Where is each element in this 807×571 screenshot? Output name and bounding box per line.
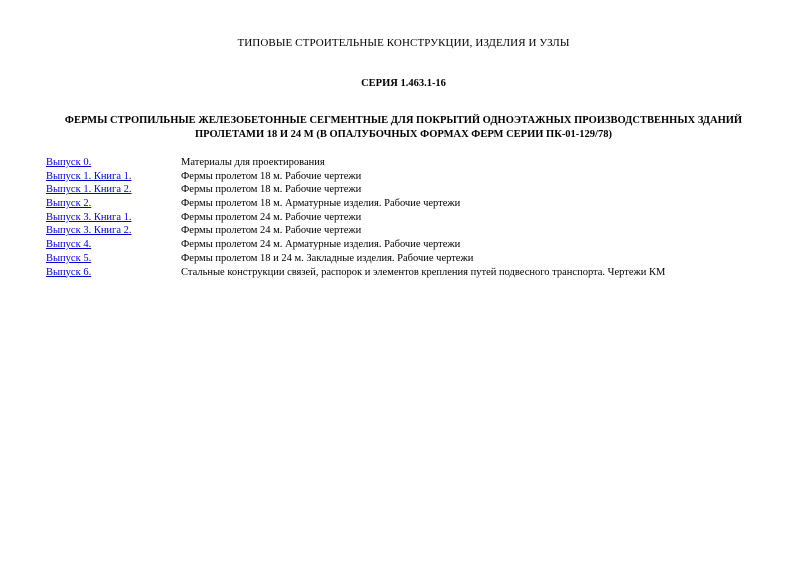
toc-description: Фермы пролетом 18 м. Рабочие чертежи [181, 184, 362, 196]
toc-link-issue-1-book-2[interactable]: Выпуск 1. Книга 2. [46, 184, 132, 196]
toc-row [46, 211, 766, 225]
toc-row [46, 266, 766, 280]
collection-title: ТИПОВЫЕ СТРОИТЕЛЬНЫЕ КОНСТРУКЦИИ, ИЗДЕЛИЯ И УЗЛЫ [237, 37, 570, 49]
toc-description: Фермы пролетом 18 м. Арматурные изделия. Рабочие чертежи [181, 198, 461, 210]
toc-row [46, 170, 766, 184]
document-title-line-1: ФЕРМЫ СТРОПИЛЬНЫЕ ЖЕЛЕЗОБЕТОННЫЕ СЕГМЕНТНЫЕ ДЛЯ ПОКРЫТИЙ ОДНОЭТАЖНЫХ ПРОИЗВОДСТВЕННЫХ ЗДАНИЙ [64, 115, 743, 126]
toc-description: Фермы пролетом 18 м. Рабочие чертежи [181, 170, 362, 182]
toc-link-issue-5[interactable]: Выпуск 5. [46, 252, 92, 264]
toc-row [46, 224, 766, 238]
toc-link-issue-1-book-1[interactable]: Выпуск 1. Книга 1. [46, 170, 132, 182]
toc-link-issue-2[interactable]: Выпуск 2. [46, 198, 92, 210]
document-title-line-2: ПРОЛЕТАМИ 18 И 24 М (В ОПАЛУБОЧНЫХ ФОРМАХ ФЕРМ СЕРИИ ПК-01-129/78) [195, 129, 612, 140]
table-of-contents [46, 156, 766, 279]
toc-link-issue-4[interactable]: Выпуск 4. [46, 239, 92, 251]
toc-link-issue-0[interactable]: Выпуск 0. [46, 157, 92, 168]
toc-description: Фермы пролетом 24 м. Рабочие чертежи [181, 211, 362, 223]
toc-row [46, 156, 766, 170]
series-title: СЕРИЯ 1.463.1-16 [361, 78, 446, 89]
toc-description: Фермы пролетом 18 и 24 м. Закладные изделия. Рабочие чертежи [181, 252, 474, 264]
toc-description: Материалы для проектирования [181, 157, 325, 168]
document-title [30, 114, 777, 142]
toc-row [46, 252, 766, 266]
toc-link-issue-3-book-2[interactable]: Выпуск 3. Книга 2. [46, 225, 132, 237]
toc-link-issue-6[interactable]: Выпуск 6. [46, 266, 92, 278]
toc-row [46, 197, 766, 211]
toc-row [46, 183, 766, 197]
toc-description: Фермы пролетом 24 м. Рабочие чертежи [181, 225, 362, 237]
toc-row [46, 238, 766, 252]
toc-description: Фермы пролетом 24 м. Арматурные изделия. Рабочие чертежи [181, 239, 461, 251]
toc-description: Стальные конструкции связей, распорок и элементов крепления путей подвесного транспорта. Чертежи КМ [181, 266, 666, 278]
toc-link-issue-3-book-1[interactable]: Выпуск 3. Книга 1. [46, 211, 132, 223]
